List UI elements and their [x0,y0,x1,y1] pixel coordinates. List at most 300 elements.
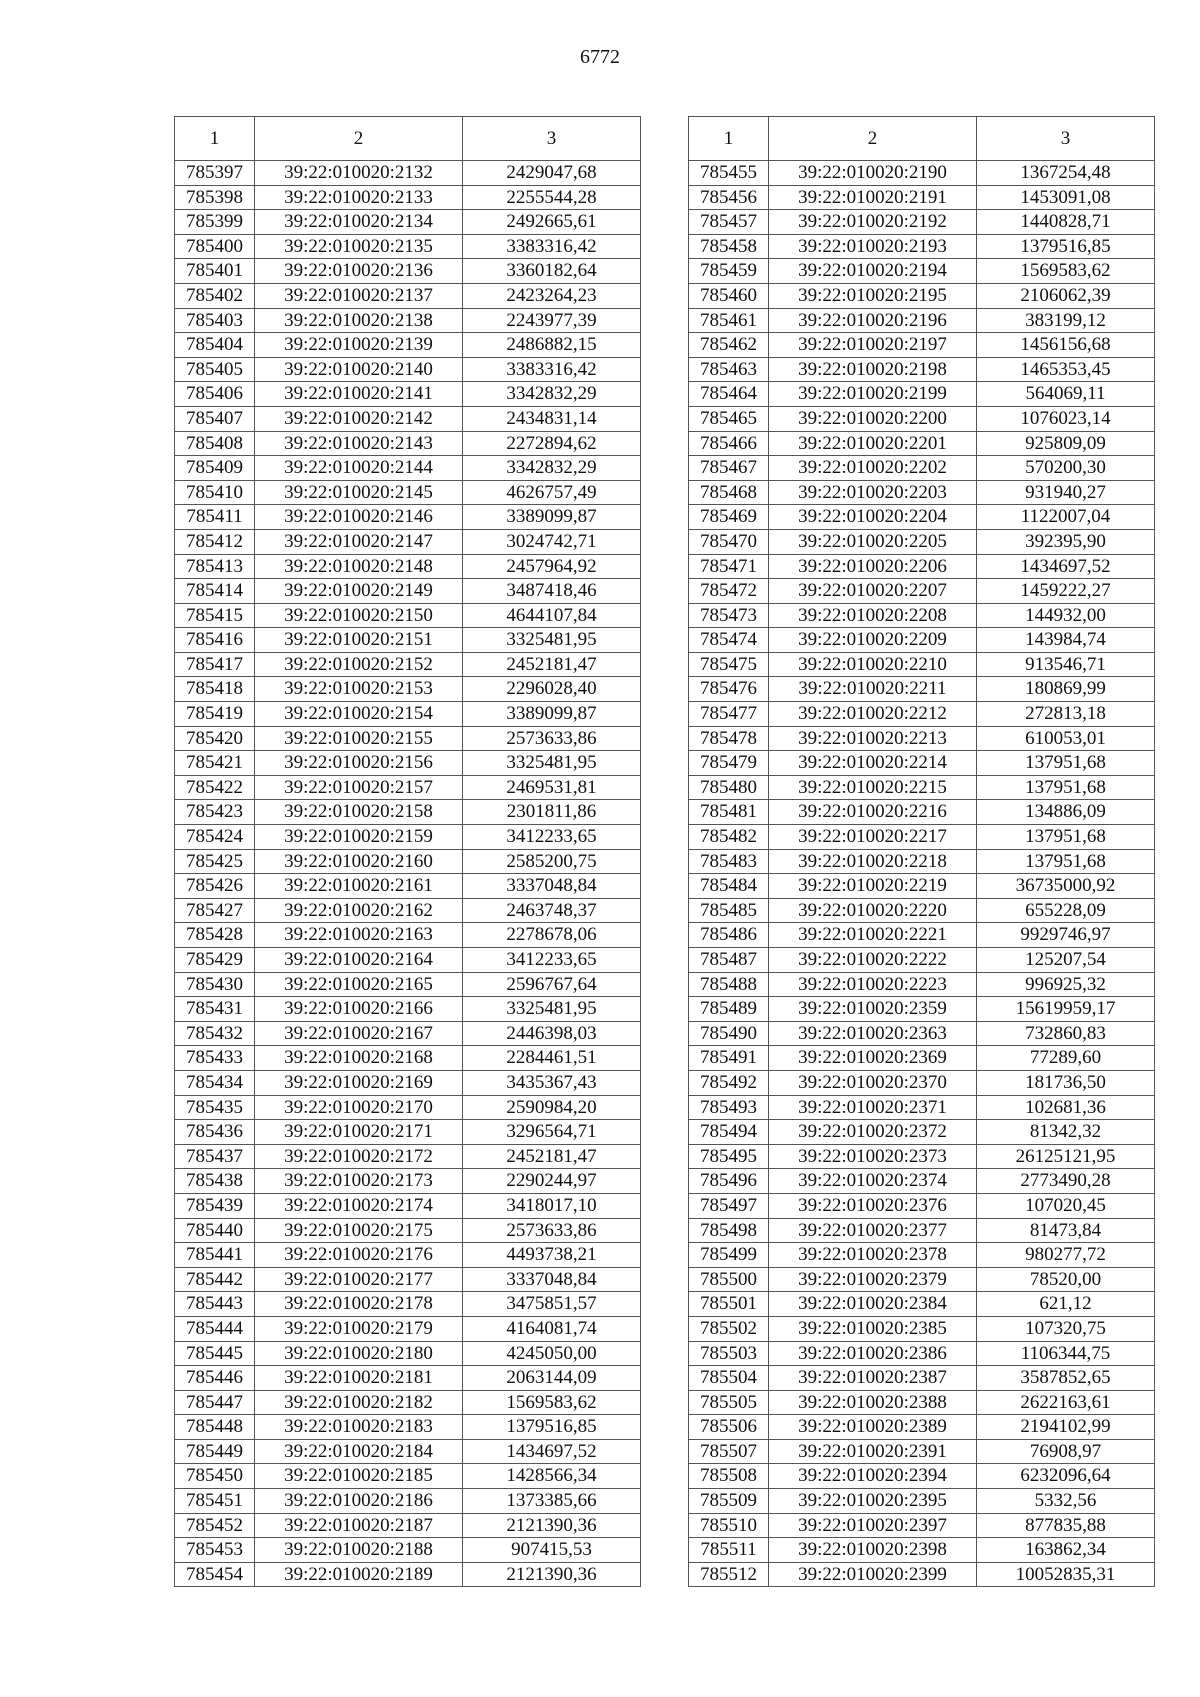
value-cell: 137951,68 [977,775,1155,800]
row-number-cell: 785474 [689,628,769,653]
row-number-cell: 785417 [175,652,255,677]
value-cell: 4164081,74 [463,1316,641,1341]
page-number: 6772 [580,46,620,68]
table-row [689,997,1155,1022]
table-row [175,210,641,235]
table-row [175,849,641,874]
value-cell: 137951,68 [977,825,1155,850]
value-cell: 4493738,21 [463,1243,641,1268]
value-cell: 102681,36 [977,1095,1155,1120]
value-cell: 5332,56 [977,1489,1155,1514]
row-number-cell: 785456 [689,185,769,210]
row-number-cell: 785421 [175,751,255,776]
value-cell: 163862,34 [977,1538,1155,1563]
table-row [689,406,1155,431]
header-cell-col-2: 2 [255,117,463,161]
cadastral-number-cell: 39:22:010020:2389 [769,1415,977,1440]
table-row [175,1070,641,1095]
table-row [175,1415,641,1440]
value-cell: 2121390,36 [463,1513,641,1538]
cadastral-number-cell: 39:22:010020:2221 [769,923,977,948]
cadastral-number-cell: 39:22:010020:2378 [769,1243,977,1268]
cadastral-number-cell: 39:22:010020:2374 [769,1169,977,1194]
row-number-cell: 785414 [175,579,255,604]
value-cell: 392395,90 [977,529,1155,554]
row-number-cell: 785404 [175,333,255,358]
cadastral-number-cell: 39:22:010020:2199 [769,382,977,407]
row-number-cell: 785507 [689,1439,769,1464]
table-row [175,1562,641,1587]
value-cell: 3296564,71 [463,1120,641,1145]
value-cell: 2452181,47 [463,1144,641,1169]
cadastral-number-cell: 39:22:010020:2376 [769,1193,977,1218]
table-row [175,1046,641,1071]
cadastral-number-cell: 39:22:010020:2192 [769,210,977,235]
cadastral-number-cell: 39:22:010020:2395 [769,1489,977,1514]
cadastral-number-cell: 39:22:010020:2214 [769,751,977,776]
row-number-cell: 785424 [175,825,255,850]
row-number-cell: 785449 [175,1439,255,1464]
value-cell: 2301811,86 [463,800,641,825]
row-number-cell: 785443 [175,1292,255,1317]
table-row [689,923,1155,948]
table-row [689,702,1155,727]
table-row [689,1439,1155,1464]
cadastral-number-cell: 39:22:010020:2195 [769,283,977,308]
value-cell: 907415,53 [463,1538,641,1563]
row-number-cell: 785400 [175,234,255,259]
cadastral-number-cell: 39:22:010020:2216 [769,800,977,825]
value-cell: 2434831,14 [463,406,641,431]
value-cell: 1453091,08 [977,185,1155,210]
value-cell: 107320,75 [977,1316,1155,1341]
row-number-cell: 785439 [175,1193,255,1218]
cadastral-number-cell: 39:22:010020:2212 [769,702,977,727]
table-row [175,1489,641,1514]
table-row [689,1513,1155,1538]
table-row [689,185,1155,210]
value-cell: 78520,00 [977,1267,1155,1292]
value-cell: 3325481,95 [463,997,641,1022]
row-number-cell: 785453 [175,1538,255,1563]
cadastral-number-cell: 39:22:010020:2188 [255,1538,463,1563]
table-row [175,972,641,997]
row-number-cell: 785420 [175,726,255,751]
cadastral-number-cell: 39:22:010020:2136 [255,259,463,284]
table-row [689,1316,1155,1341]
row-number-cell: 785490 [689,1021,769,1046]
value-cell: 3325481,95 [463,751,641,776]
cadastral-number-cell: 39:22:010020:2377 [769,1218,977,1243]
table-row [175,1120,641,1145]
row-number-cell: 785500 [689,1267,769,1292]
value-cell: 2255544,28 [463,185,641,210]
table-row [175,1464,641,1489]
row-number-cell: 785438 [175,1169,255,1194]
value-cell: 2585200,75 [463,849,641,874]
row-number-cell: 785440 [175,1218,255,1243]
left-table-body [175,161,641,1587]
value-cell: 180869,99 [977,677,1155,702]
table-row [689,1144,1155,1169]
row-number-cell: 785463 [689,357,769,382]
cadastral-number-cell: 39:22:010020:2164 [255,948,463,973]
row-number-cell: 785498 [689,1218,769,1243]
cadastral-number-cell: 39:22:010020:2166 [255,997,463,1022]
row-number-cell: 785466 [689,431,769,456]
value-cell: 2573633,86 [463,726,641,751]
value-cell: 2121390,36 [463,1562,641,1587]
cadastral-number-cell: 39:22:010020:2206 [769,554,977,579]
row-number-cell: 785482 [689,825,769,850]
table-row [689,1046,1155,1071]
value-cell: 732860,83 [977,1021,1155,1046]
table-row [689,1292,1155,1317]
cadastral-number-cell: 39:22:010020:2137 [255,283,463,308]
right-table-body [689,161,1155,1587]
cadastral-number-cell: 39:22:010020:2207 [769,579,977,604]
row-number-cell: 785415 [175,603,255,628]
row-number-cell: 785410 [175,480,255,505]
value-cell: 4626757,49 [463,480,641,505]
cadastral-number-cell: 39:22:010020:2167 [255,1021,463,1046]
cadastral-number-cell: 39:22:010020:2143 [255,431,463,456]
cadastral-number-cell: 39:22:010020:2369 [769,1046,977,1071]
row-number-cell: 785397 [175,161,255,186]
value-cell: 15619959,17 [977,997,1155,1022]
row-number-cell: 785435 [175,1095,255,1120]
row-number-cell: 785467 [689,456,769,481]
value-cell: 4245050,00 [463,1341,641,1366]
cadastral-number-cell: 39:22:010020:2182 [255,1390,463,1415]
cadastral-number-cell: 39:22:010020:2189 [255,1562,463,1587]
row-number-cell: 785411 [175,505,255,530]
value-cell: 1428566,34 [463,1464,641,1489]
table-row [175,751,641,776]
left-table [174,116,641,1587]
cadastral-number-cell: 39:22:010020:2215 [769,775,977,800]
value-cell: 3475851,57 [463,1292,641,1317]
row-number-cell: 785445 [175,1341,255,1366]
cadastral-number-cell: 39:22:010020:2174 [255,1193,463,1218]
cadastral-number-cell: 39:22:010020:2220 [769,898,977,923]
value-cell: 2272894,62 [463,431,641,456]
table-row [689,751,1155,776]
value-cell: 144932,00 [977,603,1155,628]
row-number-cell: 785486 [689,923,769,948]
cadastral-number-cell: 39:22:010020:2139 [255,333,463,358]
value-cell: 1379516,85 [463,1415,641,1440]
table-row [175,505,641,530]
row-number-cell: 785511 [689,1538,769,1563]
row-number-cell: 785485 [689,898,769,923]
cadastral-number-cell: 39:22:010020:2171 [255,1120,463,1145]
value-cell: 931940,27 [977,480,1155,505]
value-cell: 81473,84 [977,1218,1155,1243]
row-number-cell: 785484 [689,874,769,899]
table-row [689,948,1155,973]
row-number-cell: 785468 [689,480,769,505]
row-number-cell: 785487 [689,948,769,973]
cadastral-number-cell: 39:22:010020:2219 [769,874,977,899]
table-row [689,1341,1155,1366]
row-number-cell: 785502 [689,1316,769,1341]
value-cell: 3383316,42 [463,234,641,259]
cadastral-number-cell: 39:22:010020:2183 [255,1415,463,1440]
cadastral-number-cell: 39:22:010020:2200 [769,406,977,431]
table-row [689,161,1155,186]
cadastral-number-cell: 39:22:010020:2184 [255,1439,463,1464]
table-row [689,1021,1155,1046]
row-number-cell: 785504 [689,1366,769,1391]
value-cell: 2622163,61 [977,1390,1155,1415]
cadastral-number-cell: 39:22:010020:2187 [255,1513,463,1538]
row-number-cell: 785460 [689,283,769,308]
value-cell: 2590984,20 [463,1095,641,1120]
row-number-cell: 785409 [175,456,255,481]
cadastral-number-cell: 39:22:010020:2133 [255,185,463,210]
row-number-cell: 785418 [175,677,255,702]
cadastral-number-cell: 39:22:010020:2177 [255,1267,463,1292]
value-cell: 3587852,65 [977,1366,1155,1391]
value-cell: 1434697,52 [463,1439,641,1464]
table-row [689,1169,1155,1194]
value-cell: 1373385,66 [463,1489,641,1514]
row-number-cell: 785510 [689,1513,769,1538]
value-cell: 107020,45 [977,1193,1155,1218]
value-cell: 1076023,14 [977,406,1155,431]
row-number-cell: 785478 [689,726,769,751]
value-cell: 3325481,95 [463,628,641,653]
row-number-cell: 785459 [689,259,769,284]
table-row [175,406,641,431]
value-cell: 3487418,46 [463,579,641,604]
right-table [688,116,1155,1587]
table-row [689,259,1155,284]
table-row [689,1538,1155,1563]
value-cell: 272813,18 [977,702,1155,727]
cadastral-number-cell: 39:22:010020:2371 [769,1095,977,1120]
table-row [175,923,641,948]
value-cell: 1440828,71 [977,210,1155,235]
row-number-cell: 785506 [689,1415,769,1440]
cadastral-number-cell: 39:22:010020:2180 [255,1341,463,1366]
table-row [175,775,641,800]
value-cell: 3337048,84 [463,874,641,899]
value-cell: 2463748,37 [463,898,641,923]
row-number-cell: 785448 [175,1415,255,1440]
table-row [175,456,641,481]
cadastral-number-cell: 39:22:010020:2159 [255,825,463,850]
value-cell: 980277,72 [977,1243,1155,1268]
table-row [689,357,1155,382]
row-number-cell: 785430 [175,972,255,997]
table-row [175,480,641,505]
row-number-cell: 785454 [175,1562,255,1587]
row-number-cell: 785475 [689,652,769,677]
table-row [175,1193,641,1218]
value-cell: 125207,54 [977,948,1155,973]
row-number-cell: 785412 [175,529,255,554]
value-cell: 9929746,97 [977,923,1155,948]
cadastral-number-cell: 39:22:010020:2222 [769,948,977,973]
row-number-cell: 785458 [689,234,769,259]
table-row [689,1562,1155,1587]
row-number-cell: 785509 [689,1489,769,1514]
table-row [175,1144,641,1169]
value-cell: 3412233,65 [463,948,641,973]
value-cell: 2773490,28 [977,1169,1155,1194]
cadastral-number-cell: 39:22:010020:2176 [255,1243,463,1268]
table-row [689,1095,1155,1120]
table-row [689,1464,1155,1489]
cadastral-number-cell: 39:22:010020:2161 [255,874,463,899]
value-cell: 2573633,86 [463,1218,641,1243]
row-number-cell: 785447 [175,1390,255,1415]
value-cell: 2284461,51 [463,1046,641,1071]
value-cell: 1106344,75 [977,1341,1155,1366]
table-row [689,1390,1155,1415]
cadastral-number-cell: 39:22:010020:2165 [255,972,463,997]
cadastral-number-cell: 39:22:010020:2152 [255,652,463,677]
cadastral-number-cell: 39:22:010020:2373 [769,1144,977,1169]
table-row [175,800,641,825]
cadastral-number-cell: 39:22:010020:2172 [255,1144,463,1169]
cadastral-number-cell: 39:22:010020:2398 [769,1538,977,1563]
table-row [689,1366,1155,1391]
value-cell: 76908,97 [977,1439,1155,1464]
row-number-cell: 785501 [689,1292,769,1317]
header-row [175,117,641,161]
table-row [175,1513,641,1538]
row-number-cell: 785432 [175,1021,255,1046]
row-number-cell: 785457 [689,210,769,235]
table-row [175,283,641,308]
row-number-cell: 785427 [175,898,255,923]
value-cell: 143984,74 [977,628,1155,653]
table-row [689,972,1155,997]
value-cell: 181736,50 [977,1070,1155,1095]
cadastral-number-cell: 39:22:010020:2194 [769,259,977,284]
cadastral-number-cell: 39:22:010020:2158 [255,800,463,825]
cadastral-number-cell: 39:22:010020:2202 [769,456,977,481]
row-number-cell: 785477 [689,702,769,727]
cadastral-number-cell: 39:22:010020:2155 [255,726,463,751]
row-number-cell: 785407 [175,406,255,431]
cadastral-number-cell: 39:22:010020:2153 [255,677,463,702]
table-row [175,1169,641,1194]
table-row [175,554,641,579]
row-number-cell: 785499 [689,1243,769,1268]
table-row [175,1267,641,1292]
cadastral-number-cell: 39:22:010020:2160 [255,849,463,874]
row-number-cell: 785437 [175,1144,255,1169]
cadastral-number-cell: 39:22:010020:2156 [255,751,463,776]
cadastral-number-cell: 39:22:010020:2196 [769,308,977,333]
value-cell: 1379516,85 [977,234,1155,259]
row-number-cell: 785434 [175,1070,255,1095]
table-row [175,1021,641,1046]
value-cell: 36735000,92 [977,874,1155,899]
row-number-cell: 785429 [175,948,255,973]
table-row [175,161,641,186]
value-cell: 570200,30 [977,456,1155,481]
value-cell: 2106062,39 [977,283,1155,308]
table-row [175,1341,641,1366]
table-row [689,603,1155,628]
cadastral-number-cell: 39:22:010020:2210 [769,652,977,677]
row-number-cell: 785492 [689,1070,769,1095]
table-row [689,554,1155,579]
cadastral-number-cell: 39:22:010020:2388 [769,1390,977,1415]
row-number-cell: 785401 [175,259,255,284]
row-number-cell: 785469 [689,505,769,530]
row-number-cell: 785398 [175,185,255,210]
cadastral-number-cell: 39:22:010020:2204 [769,505,977,530]
value-cell: 383199,12 [977,308,1155,333]
value-cell: 2429047,68 [463,161,641,186]
row-number-cell: 785508 [689,1464,769,1489]
row-number-cell: 785408 [175,431,255,456]
cadastral-number-cell: 39:22:010020:2140 [255,357,463,382]
cadastral-number-cell: 39:22:010020:2391 [769,1439,977,1464]
value-cell: 2486882,15 [463,333,641,358]
value-cell: 1569583,62 [977,259,1155,284]
cadastral-number-cell: 39:22:010020:2218 [769,849,977,874]
row-number-cell: 785494 [689,1120,769,1145]
row-number-cell: 785470 [689,529,769,554]
row-number-cell: 785402 [175,283,255,308]
value-cell: 610053,01 [977,726,1155,751]
row-number-cell: 785426 [175,874,255,899]
table-row [689,677,1155,702]
table-row [175,628,641,653]
table-row [689,652,1155,677]
cadastral-number-cell: 39:22:010020:2379 [769,1267,977,1292]
value-cell: 3342832,29 [463,382,641,407]
table-row [175,431,641,456]
table-row [175,677,641,702]
cadastral-number-cell: 39:22:010020:2217 [769,825,977,850]
value-cell: 1367254,48 [977,161,1155,186]
row-number-cell: 785493 [689,1095,769,1120]
cadastral-number-cell: 39:22:010020:2213 [769,726,977,751]
cadastral-number-cell: 39:22:010020:2145 [255,480,463,505]
value-cell: 2596767,64 [463,972,641,997]
table-row [689,1243,1155,1268]
cadastral-number-cell: 39:22:010020:2170 [255,1095,463,1120]
value-cell: 3342832,29 [463,456,641,481]
cadastral-number-cell: 39:22:010020:2191 [769,185,977,210]
header-cell-col-3: 3 [977,117,1155,161]
cadastral-number-cell: 39:22:010020:2397 [769,1513,977,1538]
cadastral-number-cell: 39:22:010020:2169 [255,1070,463,1095]
cadastral-number-cell: 39:22:010020:2385 [769,1316,977,1341]
cadastral-number-cell: 39:22:010020:2387 [769,1366,977,1391]
header-row [689,117,1155,161]
row-number-cell: 785444 [175,1316,255,1341]
table-row [175,1390,641,1415]
value-cell: 2063144,09 [463,1366,641,1391]
table-row [689,1218,1155,1243]
cadastral-number-cell: 39:22:010020:2223 [769,972,977,997]
header-cell-col-2: 2 [769,117,977,161]
cadastral-number-cell: 39:22:010020:2141 [255,382,463,407]
cadastral-number-cell: 39:22:010020:2384 [769,1292,977,1317]
row-number-cell: 785441 [175,1243,255,1268]
table-row [175,948,641,973]
row-number-cell: 785483 [689,849,769,874]
